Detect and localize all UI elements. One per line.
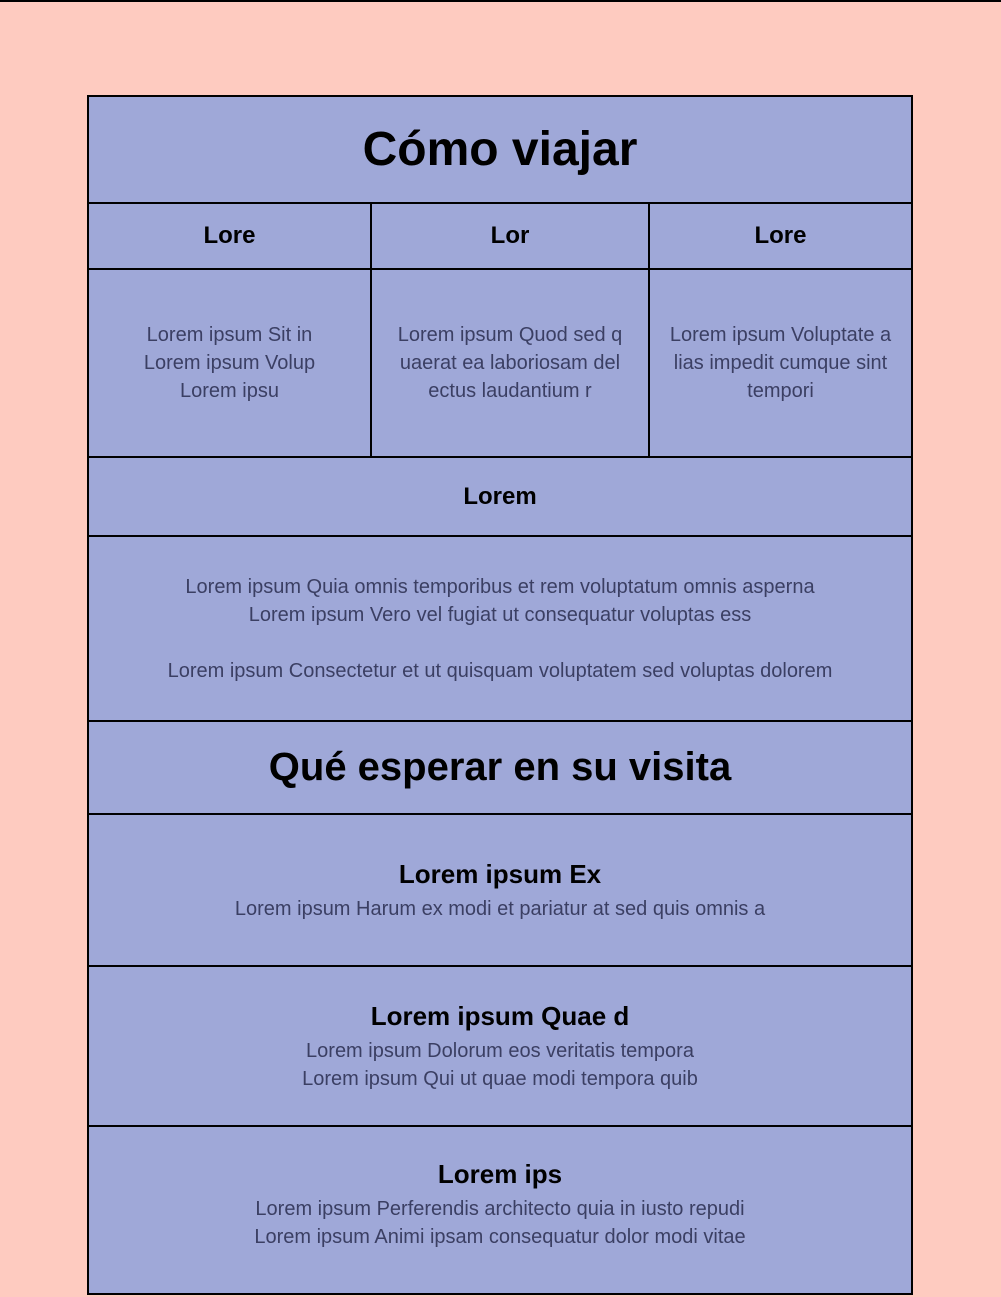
expect-item-line: Lorem ipsum Harum ex modi et pariatur at sed quis omnis a <box>234 898 766 920</box>
expect-item-line: Lorem ipsum Animi ipsam consequatur dolor modi vitae <box>254 1226 746 1248</box>
column-heading-2: Lor <box>372 204 650 268</box>
column-3-line: Lorem ipsum Voluptate a <box>669 324 892 346</box>
expect-item <box>89 967 911 1127</box>
column-1-line: Lorem ipsum Volup <box>143 352 316 374</box>
expect-item-line: Lorem ipsum Dolorum eos veritatis tempora <box>306 1040 694 1062</box>
sub-section-line: Lorem ipsum Quia omnis temporibus et rem voluptatum omnis asperna <box>185 575 815 598</box>
column-body-3 <box>650 270 911 456</box>
sub-section-line: Lorem ipsum Vero vel fugiat ut consequatur voluptas ess <box>248 603 752 626</box>
sub-section-body <box>89 537 911 722</box>
expect-item-line: Lorem ipsum Perferendis architecto quia in iusto repudi <box>255 1198 745 1220</box>
column-1-line: Lorem ipsum Sit in <box>146 324 313 346</box>
sub-section-line: Lorem ipsum Consectetur et ut quisquam voluptatem sed voluptas dolorem <box>167 659 833 682</box>
expect-item-line: Lorem ipsum Qui ut quae modi tempora quib <box>302 1068 698 1090</box>
section-title-travel: Cómo viajar <box>89 97 911 204</box>
column-3-line: lias impedit cumque sint <box>673 352 888 374</box>
expect-item <box>89 815 911 967</box>
column-bodies-row <box>89 270 911 458</box>
column-body-1 <box>89 270 372 456</box>
column-3-line: tempori <box>747 380 814 402</box>
column-headings-row <box>89 204 911 270</box>
sub-heading: Lorem <box>89 458 911 537</box>
expect-item-title: Lorem ipsum Ex <box>398 859 602 889</box>
expect-item <box>89 1127 911 1297</box>
column-1-line: Lorem ipsu <box>180 380 279 402</box>
content-panel <box>87 95 913 1295</box>
expect-item-title: Lorem ipsum Quae d <box>370 1001 630 1031</box>
column-2-line: ectus laudantium r <box>428 380 592 402</box>
section-title-expect: Qué esperar en su visita <box>89 722 911 815</box>
column-heading-3: Lore <box>754 222 807 249</box>
column-2-line: Lorem ipsum Quod sed q <box>397 324 623 346</box>
expect-item-title: Lorem ips <box>437 1159 563 1189</box>
column-heading-1: Lore <box>89 204 372 268</box>
column-body-2 <box>372 270 650 456</box>
column-2-line: uaerat ea laboriosam del <box>399 352 621 374</box>
